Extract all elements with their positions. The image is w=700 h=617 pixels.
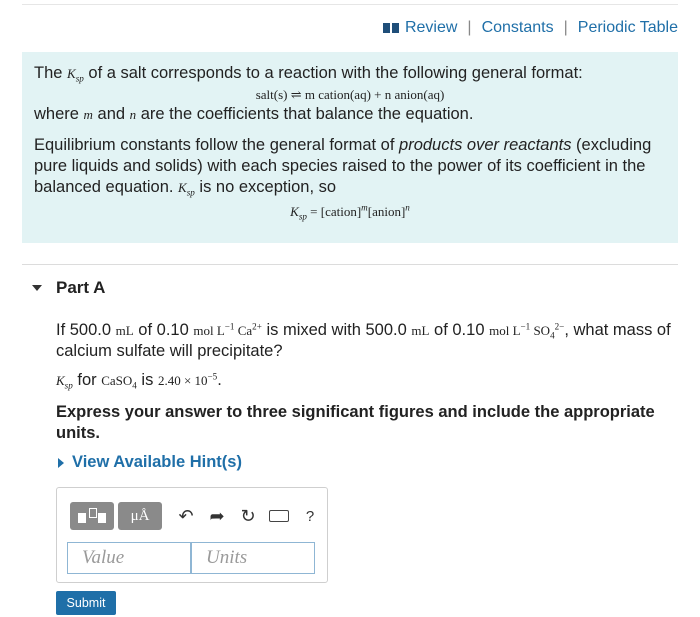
value-input[interactable] [67,542,191,574]
ksp-k: K [290,204,299,219]
ksp-sub: sp [75,73,84,84]
hint-label: View Available Hint(s) [72,453,242,471]
units-input[interactable] [191,542,315,574]
ksp-symbol [178,180,195,198]
question-block [56,320,676,473]
intro-text: The [34,64,63,82]
keyboard-icon [269,510,289,522]
answer-toolbar [70,502,321,530]
intro-paragraph-1 [34,63,666,84]
question-fragment: for [77,371,97,389]
ksp-expression-exp: n [405,202,410,213]
ksp-value-text: 2.40 × 10 [157,373,208,388]
ion-sub: 4 [550,330,555,341]
dissolution-equation: salt(s) ⇌ m cation(aq) + n anion(aq) [255,87,445,102]
ksp-value-exp: −5 [207,371,218,382]
question-fragment: of 0.10 [138,321,189,339]
ksp-sub: sp [186,187,195,198]
conc-unit-text: mol L [193,323,225,338]
ksp-expression-text: = [cation] [306,204,362,219]
caso4-formula [101,373,137,391]
intro-text: are the coefficients that balance the equation. [140,105,474,123]
templates-button[interactable] [70,502,114,530]
review-link[interactable]: Review [404,19,458,36]
link-separator: | [563,19,568,36]
intro-coefficients-line [34,104,666,125]
templates-icon [78,507,106,525]
formula-sub: 4 [132,380,137,391]
part-a-header[interactable] [22,278,105,298]
answer-box [56,487,328,583]
ksp-expression-exp: m [361,202,368,213]
ksp-expression [34,201,666,222]
question-fragment: is mixed with 500.0 [266,321,407,339]
top-divider [22,4,678,5]
ksp-symbol [67,66,84,84]
intro-paragraph-2 [34,135,666,198]
intro-text: and [97,105,126,123]
ksp-expression-text: [anion] [367,204,406,219]
keyboard-button[interactable] [268,505,290,527]
unit-ml: mL [411,323,430,338]
ksp-k: K [178,180,187,195]
concentration-unit [489,321,565,341]
constants-link[interactable]: Constants [481,19,554,36]
answer-instructions: Express your answer to three significant figures and include the appropriate units. [56,403,655,442]
intro-text: Equilibrium constants follow the general format of [34,136,395,154]
intro-panel [22,52,678,243]
help-icon[interactable]: ? [305,507,315,525]
view-hints-link[interactable] [56,452,676,473]
question-fragment: , what mass of calcium sulfate will precipitate? [56,321,671,360]
submit-button[interactable]: Submit [56,591,116,615]
caret-down-icon[interactable] [32,285,42,291]
conc-unit-exp: −1 [224,321,235,332]
ion-charge: 2− [554,321,565,332]
ksp-k: K [67,66,76,81]
redo-icon[interactable]: ➦ [209,505,225,526]
ion-charge: 2+ [252,321,262,332]
periodic-table-link[interactable]: Periodic Table [577,19,678,36]
conc-unit-text: mol L [489,323,521,338]
ksp-sub: sp [298,211,307,222]
intro-text: where [34,105,79,123]
ion-so4: SO [533,323,551,338]
reset-icon[interactable]: ↻ [240,505,256,526]
ksp-value [158,373,217,388]
part-title: Part A [56,278,106,297]
intro-text: is no exception, so [199,178,337,196]
unit-ml: mL [115,323,134,338]
question-fragment: . [217,371,222,389]
ksp-symbol [56,373,73,391]
question-fragment: of 0.10 [434,321,485,339]
n-symbol: n [129,107,137,122]
question-text [56,320,676,362]
ion-ca: Ca [237,323,253,338]
units-button-label: μÅ [130,507,150,524]
intro-text: (excluding pure liquids and solids) with each species raised to the power of its coefficient in the balanced equation. [34,136,652,196]
book-icon [383,23,399,33]
m-symbol: m [83,107,93,122]
intro-emphasis: products over reactants [399,136,572,154]
concentration-unit [193,323,262,338]
undo-icon[interactable]: ↶ [178,505,194,526]
question-fragment: If 500.0 [56,321,112,339]
ksp-symbol [290,204,307,222]
ksp-sub: sp [64,380,73,391]
ksp-given-line [56,370,676,391]
resource-links [383,19,678,37]
units-button[interactable] [118,502,162,530]
question-fragment: is [141,371,154,389]
link-separator: | [467,19,472,36]
section-divider [22,264,678,265]
formula-text: CaSO [101,373,133,388]
ksp-k: K [56,373,65,388]
caret-right-icon [58,458,64,468]
conc-unit-exp: −1 [520,321,531,332]
intro-text: of a salt corresponds to a reaction with the following general format: [88,64,583,82]
